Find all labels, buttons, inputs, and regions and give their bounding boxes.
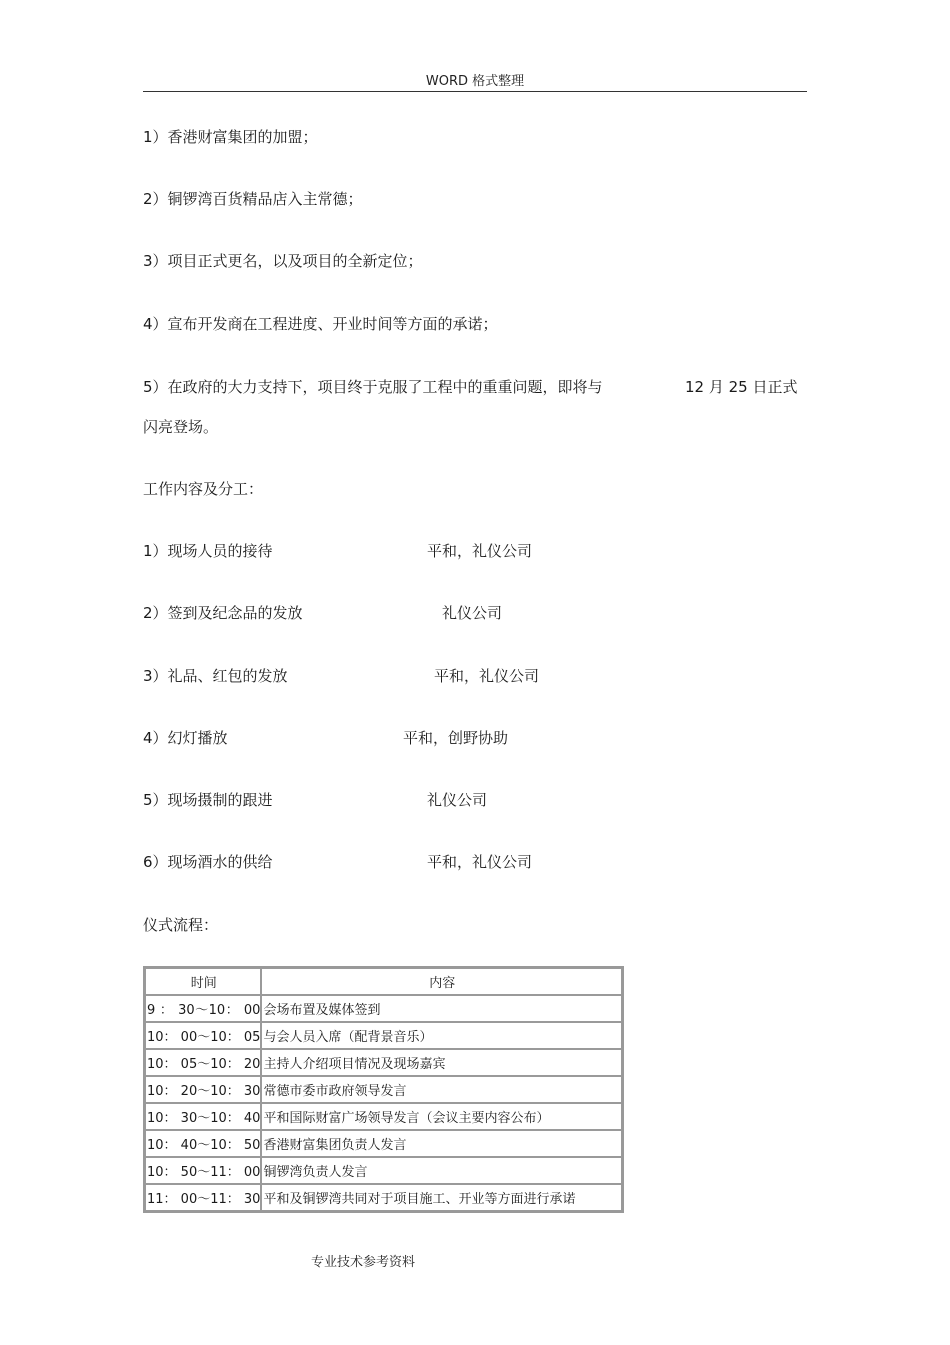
- time-cell: 10： 00～10： 05: [145, 1022, 261, 1049]
- intro-item-5-continuation: 闪亮登场。: [143, 418, 219, 436]
- content-cell: 常德市委市政府领导发言: [261, 1076, 622, 1103]
- header-divider: [143, 91, 807, 92]
- time-cell: 10： 40～10： 50: [145, 1130, 261, 1157]
- intro-item-5-date: 12 月 25 日正式: [685, 378, 798, 396]
- task-owner: 礼仪公司: [427, 791, 488, 809]
- task-owner: 平和，礼仪公司: [434, 667, 540, 685]
- table-row: [145, 1049, 622, 1076]
- table-row: [145, 1103, 622, 1130]
- content-cell: 平和及铜锣湾共同对于项目施工、开业等方面进行承诺: [261, 1184, 622, 1211]
- task-name: 3）礼品、红包的发放: [143, 667, 288, 685]
- intro-item-5: 5）在政府的大力支持下，项目终于克服了工程中的重重问题，即将与: [143, 378, 603, 396]
- time-cell: 11： 00～11： 30: [145, 1184, 261, 1211]
- time-cell: 10： 30～10： 40: [145, 1103, 261, 1130]
- content-cell: 铜锣湾负责人发言: [261, 1157, 622, 1184]
- page-footer: 专业技术参考资料: [311, 1255, 416, 1270]
- content-cell: 会场布置及媒体签到: [261, 995, 622, 1022]
- table-row: [145, 1184, 622, 1211]
- task-owner: 平和，礼仪公司: [427, 542, 533, 560]
- content-cell: 香港财富集团负责人发言: [261, 1130, 622, 1157]
- content-cell: 与会人员入席（配背景音乐）: [261, 1022, 622, 1049]
- task-name: 2）签到及纪念品的发放: [143, 604, 303, 622]
- column-header-time: 时间: [145, 968, 261, 995]
- task-name: 1）现场人员的接待: [143, 542, 273, 560]
- page-header-title: WORD 格式整理: [425, 74, 525, 89]
- table-header-row: [145, 968, 622, 995]
- content-cell: 主持人介绍项目情况及现场嘉宾: [261, 1049, 622, 1076]
- time-cell: 10： 50～11： 00: [145, 1157, 261, 1184]
- time-cell: 10： 05～10： 20: [145, 1049, 261, 1076]
- intro-item-2: 2）铜锣湾百货精品店入主常德；: [143, 190, 363, 208]
- task-owner: 平和，礼仪公司: [427, 853, 533, 871]
- task-name: 5）现场摄制的跟进: [143, 791, 273, 809]
- column-header-content: 内容: [261, 968, 622, 995]
- intro-item-3: 3）项目正式更名，以及项目的全新定位；: [143, 252, 423, 270]
- work-section-heading: 工作内容及分工：: [143, 480, 264, 498]
- task-owner: 平和，创野协助: [403, 729, 509, 747]
- intro-item-4: 4）宣布开发商在工程进度、开业时间等方面的承诺；: [143, 315, 498, 333]
- table-row: [145, 1157, 622, 1184]
- ceremony-schedule-table: [143, 966, 624, 1213]
- table-row: [145, 1076, 622, 1103]
- intro-item-1: 1）香港财富集团的加盟；: [143, 128, 318, 146]
- table-row: [145, 995, 622, 1022]
- task-name: 4）幻灯播放: [143, 729, 228, 747]
- content-cell: 平和国际财富广场领导发言（会议主要内容公布）: [261, 1103, 622, 1130]
- table-row: [145, 1130, 622, 1157]
- time-cell: 9 ： 30～10： 00: [145, 995, 261, 1022]
- task-name: 6）现场酒水的供给: [143, 853, 273, 871]
- time-cell: 10： 20～10： 30: [145, 1076, 261, 1103]
- task-owner: 礼仪公司: [442, 604, 503, 622]
- ceremony-heading: 仪式流程：: [143, 916, 219, 934]
- table-row: [145, 1022, 622, 1049]
